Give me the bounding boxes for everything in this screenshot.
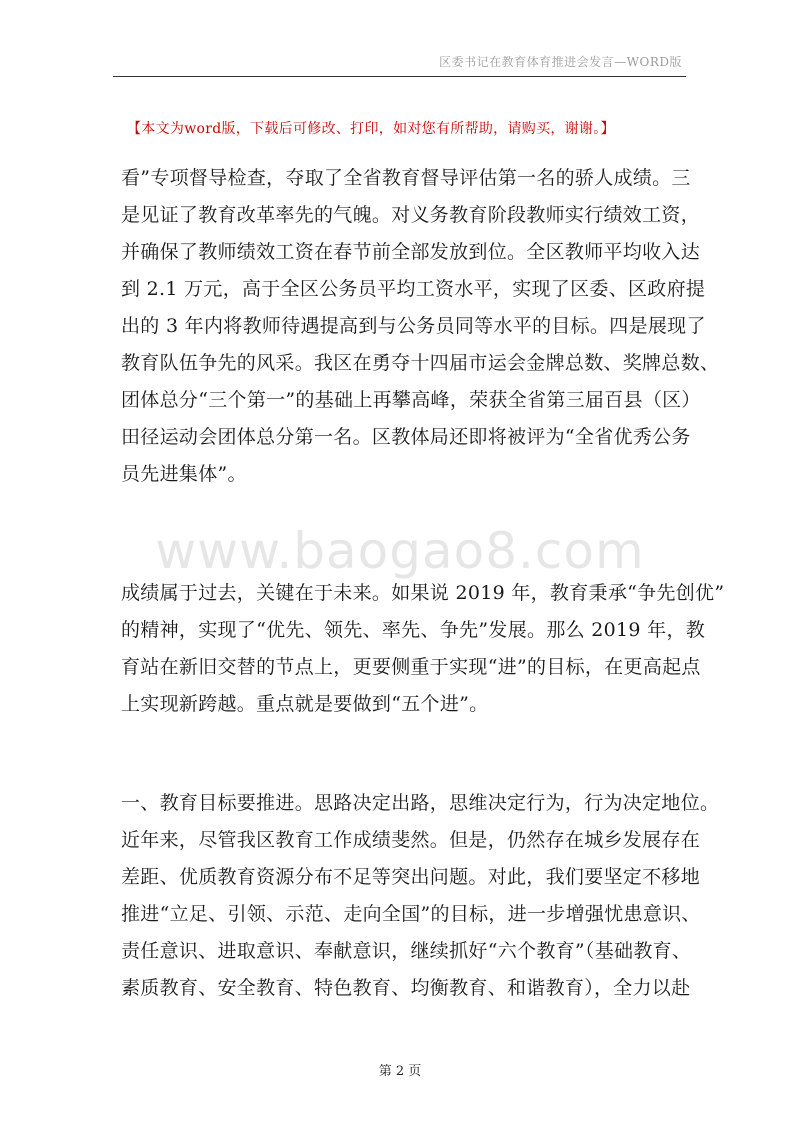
paragraph-line: 并确保了教师绩效工资在春节前全部发放到位。全区教师平均收入达	[121, 241, 701, 263]
paragraph-line: 是见证了教育改革率先的气魄。对义务教育阶段教师实行绩效工资，	[121, 204, 701, 226]
download-notice: 【本文为word版，下载后可修改、打印，如对您有所帮助，请购买，谢谢。】	[127, 121, 615, 137]
paragraph-line: 的精神，实现了“优先、领先、率先、争先”发展。那么 2019 年，教	[121, 619, 706, 641]
paragraph-line: 素质教育、安全教育、特色教育、均衡教育、和谐教育），全力以赴	[121, 977, 691, 999]
paragraph-line: 一、教育目标要推进。思路决定出路，思维决定行为，行为决定地位。	[121, 792, 720, 814]
header-divider	[113, 76, 686, 77]
paragraph-line: 责任意识、进取意识、奉献意识，继续抓好“六个教育”（基础教育、	[121, 940, 692, 962]
paragraph-line: 教育队伍争先的风采。我区在勇夺十四届市运会金牌总数、奖牌总数、	[121, 352, 720, 374]
paragraph-line: 差距、优质教育资源分布不足等突出问题。对此，我们要坚定不移地	[121, 866, 701, 888]
page-number: 第 2 页	[378, 1064, 422, 1079]
document-header-title: 区委书记在教育体育推进会发言—WORD版	[439, 55, 682, 69]
paragraph-line: 员先进集体”。	[121, 463, 247, 485]
paragraph-line: 团体总分“三个第一”的基础上再攀高峰，荣获全省第三届百县（区）	[121, 389, 701, 411]
paragraph-3	[121, 785, 720, 1007]
watermark: www.baogao8.com	[155, 522, 645, 580]
paragraph-line: 育站在新旧交替的节点上，更要侧重于实现“进”的目标，在更高起点	[121, 656, 701, 678]
paragraph-line: 近年来，尽管我区教育工作成绩斐然。但是，仍然存在城乡发展存在	[121, 829, 701, 851]
paragraph-line: 田径运动会团体总分第一名。区教体局还即将被评为“全省优秀公务	[121, 426, 691, 448]
paragraph-line: 推进“立足、引领、示范、走向全国”的目标，进一步增强忧患意识、	[121, 903, 701, 925]
paragraph-line: 到 2.1 万元，高于全区公务员平均工资水平，实现了区委、区政府提	[121, 278, 706, 300]
paragraph-line: 上实现新跨越。重点就是要做到“五个进”。	[121, 693, 489, 715]
paragraph-line: 成绩属于过去，关键在于未来。如果说 2019 年，教育秉承“争先创优”	[121, 582, 725, 604]
paragraph-line: 出的 3 年内将教师待遇提高到与公务员同等水平的目标。四是展现了	[121, 315, 706, 337]
paragraph-2	[121, 575, 725, 723]
paragraph-line: 看”专项督导检查，夺取了全省教育督导评估第一名的骄人成绩。三	[121, 167, 691, 189]
paragraph-1	[121, 160, 720, 493]
